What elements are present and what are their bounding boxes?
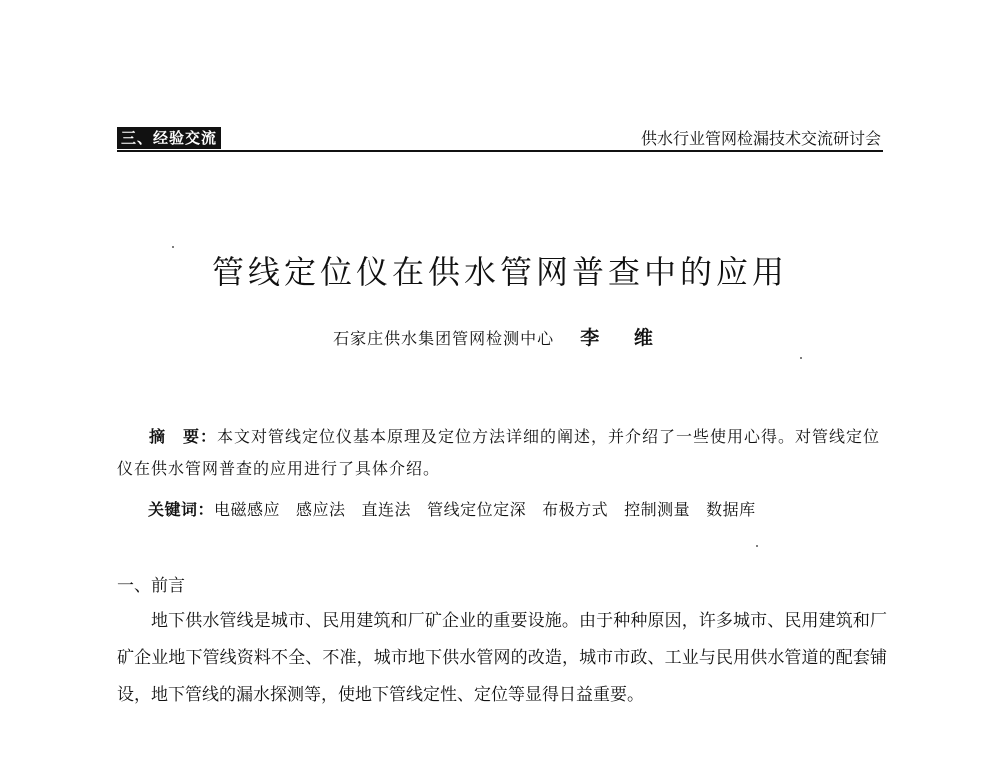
keyword: 管线定位定深 [427, 500, 527, 519]
keyword: 数据库 [706, 500, 756, 519]
conference-title: 供水行业管网检漏技术交流研讨会 [640, 129, 881, 148]
body-text [117, 603, 887, 714]
keywords-label: 关键词： [148, 500, 215, 519]
section-heading: 一、前言 [117, 576, 185, 596]
keyword: 电磁感应 [214, 500, 281, 519]
abstract [117, 421, 887, 485]
keywords [148, 497, 772, 520]
abstract-text: 本文对管线定位仪基本原理及定位方法详细的阐述，并介绍了一些使用心得。对管线定位仪在供水管网普查的应用进行了具体介绍。 [117, 427, 881, 478]
affiliation: 石家庄供水集团管网检测中心 [333, 329, 555, 348]
byline [0, 323, 1000, 350]
scan-speck [756, 545, 758, 547]
header-rule [117, 150, 883, 152]
paragraph: 地下供水管线是城市、民用建筑和厂矿企业的重要设施。由于种种原因，许多城市、民用建筑和厂矿企业地下管线资料不全、不准，城市地下供水管网的改造，城市市政、工业与民用供水管道的配套铺设，地下管线的漏水探测等，使地下管线定性、定位等显得日益重要。 [117, 611, 887, 705]
scan-speck [172, 246, 174, 248]
abstract-label: 摘 要： [149, 427, 218, 446]
keyword: 直连法 [361, 500, 412, 519]
keyword: 控制测量 [624, 500, 691, 519]
author: 李 维 [580, 327, 667, 349]
keyword: 布极方式 [542, 500, 609, 519]
article-title: 管线定位仪在供水管网普查中的应用 [211, 253, 788, 292]
keyword: 感应法 [296, 500, 346, 519]
section-label: 三、经验交流 [117, 127, 221, 149]
scan-speck [800, 357, 802, 359]
